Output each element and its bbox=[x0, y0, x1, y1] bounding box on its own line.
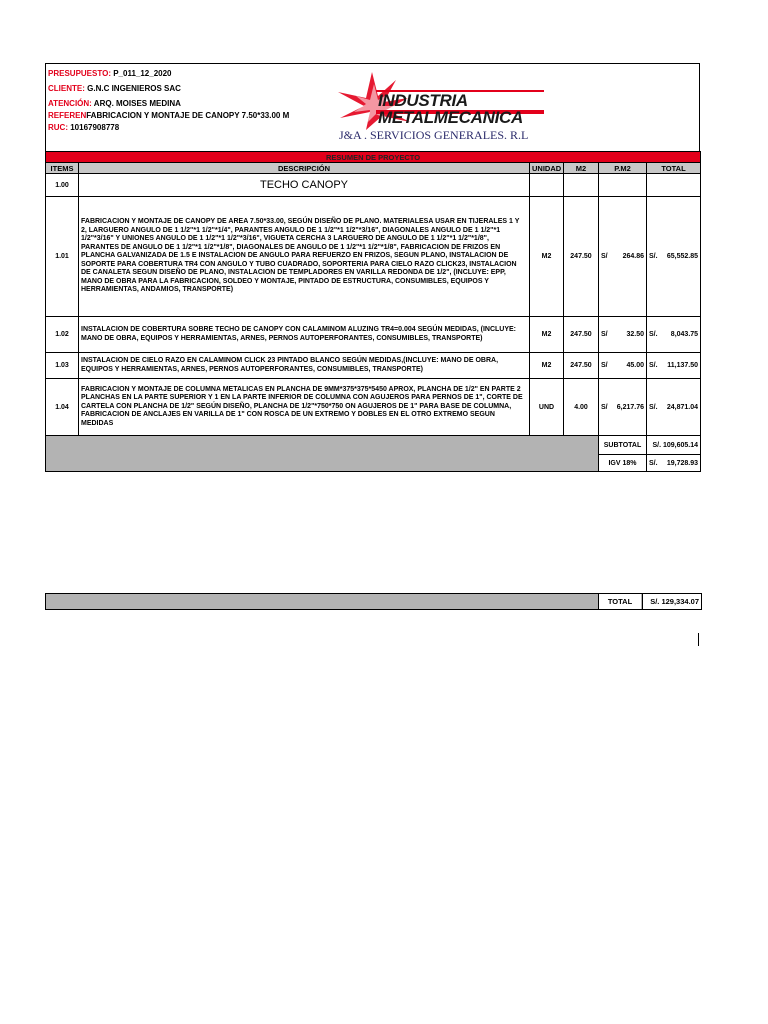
summary-band bbox=[46, 152, 701, 163]
igv-currency: S/. bbox=[649, 459, 658, 467]
row-description: FABRICACION Y MONTAJE DE COLUMNA METALICAS EN PLANCHA DE 9MM*375*375*5450 APROX, PLANCHA DE 1/2" EN PARTE 2 PLANCHAS EN LA PARTE SUPERIOR Y 1 EN LA PARTE INFERIOR DE COLUMNA CON AGUJEROS PARA PERNOS DE 1", CORTE DE CARTELA CON PLANCHA DE 1/2" SEGÚN DISEÑO, PLANCHA DE 1/2"*750*750 ON AGUJEROS DE 1" PARA BASE DE COLUMNA, FABRICACION DE ANCLAJES EN VARILLA DE 1" CON ROSCA DE UN EXTREMO Y DOBLES EN EL OTRO EXTREMO SEGUN MEDIDAS bbox=[79, 379, 530, 436]
row-description: FABRICACION Y MONTAJE DE CANOPY DE AREA 7.50*33.00, SEGÚN DISEÑO DE PLANO. MATERIALESA USAR EN TIJERALES 1 Y 2, LARGUERO ANGULO DE 1 1/2"*1 1/2"*1/4", PARANTES ANGULO DE 1 1/2"*1 1/2"*3/16", DIAGONALES ANGULO DE 1 1/2"*1 1/2"*3/16" Y UNIONES ANGULO DE 1 1/2"*1 1/2"*3/16", VIGUETA CERCHA 3 LARGUERO DE ANGULO DE 1 1/2"*1 1/2"*1/8", PARANTES DE ANGULO DE 1 1/2"*1 1/2"*1/8", DIAGONALES DE ANGULO DE 1 1/2"*1 1/2"*1/8", FABRICACION DE FRIZOS EN PLANCHA GALVANIZADA DE 1.5 E INSTALACION DE ANGULO PARA REFUERZO EN FRIZOS, SEGUN PLANO, INSTALACION DE SOPORTE PARA COBERTURA TR4 CON ANGULO Y TUBO CUADRADO, SOPORTERIA PARA CIELO RAZO CLICK23, INSTALACION DE CANALETA SEGUN DISEÑO DE PLANO, INSTALACION DE TEMPLADORES EN VARILLA REDONDA DE 1/2", (INCLUYE: EPP, MANO DE OBRA PARA LA FABRICACION, SOLDEO Y MONTAJE, PINTADO DE ESTRUCTURA, CONSUMIBLES, EQUIPOS Y HERRAMIENTAS, ANDAMIOS, TRANSPORTE) bbox=[79, 197, 530, 317]
row-m2: 247.50 bbox=[564, 197, 599, 317]
ruc-line bbox=[48, 123, 119, 133]
cliente-label: CLIENTE: bbox=[48, 84, 85, 93]
igv-cell bbox=[647, 455, 701, 472]
column-header-row bbox=[46, 163, 701, 174]
cliente-value: G.N.C INGENIEROS SAC bbox=[87, 84, 181, 93]
logo-line-2: METALMECANICA bbox=[378, 108, 523, 127]
referencia-line bbox=[48, 111, 289, 121]
row-total-currency: S/. bbox=[649, 331, 658, 338]
grand-total-value: S/. 129,334.07 bbox=[642, 594, 701, 609]
summary-band-title: RESUMEN DE PROYECTO bbox=[46, 152, 701, 163]
row-item: 1.02 bbox=[46, 317, 79, 353]
row-price-cell bbox=[599, 197, 647, 317]
igv-label: IGV 18% bbox=[599, 455, 647, 472]
ruc-label: RUC: bbox=[48, 123, 68, 132]
row-total-cell bbox=[647, 353, 701, 379]
col-pm2: P.M2 bbox=[599, 163, 647, 174]
logo-wordmark bbox=[378, 92, 523, 126]
presupuesto-label: PRESUPUESTO: bbox=[48, 69, 111, 78]
grand-total-bar bbox=[45, 593, 702, 610]
budget-table bbox=[45, 151, 701, 472]
presupuesto-value: P_011_12_2020 bbox=[113, 69, 172, 78]
row-m2: 247.50 bbox=[564, 353, 599, 379]
row-m2: 247.50 bbox=[564, 317, 599, 353]
row-price-cell bbox=[599, 353, 647, 379]
row-unit: UND bbox=[530, 379, 564, 436]
row-price-currency: S/ bbox=[601, 403, 608, 411]
row-price-currency: S/ bbox=[601, 362, 608, 369]
section-row bbox=[46, 174, 701, 197]
row-price-cell bbox=[599, 317, 647, 353]
referencia-value: FABRICACION Y MONTAJE DE CANOPY 7.50*33.00 M bbox=[86, 111, 290, 120]
subtotal-row bbox=[46, 436, 701, 455]
quote-header bbox=[45, 63, 700, 151]
row-total-currency: S/. bbox=[649, 253, 658, 260]
logo-subtitle: J&A . SERVICIOS GENERALES. R.L bbox=[339, 128, 529, 142]
summary-gray-area bbox=[46, 436, 599, 472]
grand-total-label: TOTAL bbox=[598, 594, 641, 609]
table-row bbox=[46, 317, 701, 353]
row-total: 11,137.50 bbox=[667, 362, 699, 369]
row-item: 1.03 bbox=[46, 353, 79, 379]
section-item: 1.00 bbox=[46, 174, 79, 197]
cliente-line bbox=[48, 84, 181, 94]
row-price: 264.86 bbox=[622, 253, 644, 260]
row-item: 1.04 bbox=[46, 379, 79, 436]
section-title: TECHO CANOPY bbox=[79, 174, 530, 197]
row-item: 1.01 bbox=[46, 197, 79, 317]
row-price: 32.50 bbox=[626, 331, 644, 338]
row-unit: M2 bbox=[530, 197, 564, 317]
row-description: INSTALACION DE COBERTURA SOBRE TECHO DE CANOPY CON CALAMINOM ALUZING TR4=0.004 SEGÚN MEDIDAS, (INCLUYE: MANO DE OBRA, EQUIPOS Y HERRAMIENTAS, ARNES, PERNOS AUTOPERFORANTES, CONSUMIBLES, TRANSPORTE) bbox=[79, 317, 530, 353]
atencion-value: ARQ. MOISES MEDINA bbox=[93, 99, 181, 108]
col-unidad: UNIDAD bbox=[530, 163, 564, 174]
row-total: 65,552.85 bbox=[666, 253, 699, 260]
subtotal-label: SUBTOTAL bbox=[599, 436, 647, 455]
col-items: ITEMS bbox=[46, 163, 79, 174]
row-m2: 4.00 bbox=[564, 379, 599, 436]
igv-value: 19,728.93 bbox=[666, 459, 699, 467]
referencia-label: REFEREN bbox=[48, 111, 87, 120]
subtotal-value: S/. 109,605.14 bbox=[647, 436, 701, 455]
row-price-currency: S/ bbox=[601, 253, 608, 260]
row-description: INSTALACION DE CIELO RAZO EN CALAMINOM CLICK 23 PINTADO BLANCO SEGÚN MEDIDAS,(INCLUYE: MANO DE OBRA, EQUIPOS Y HERRAMIENTAS, ARNES, PERNOS AUTOPERFORANTES, CONSUMIBLES, TRANSPORTE) bbox=[79, 353, 530, 379]
text-cursor bbox=[698, 633, 699, 646]
atencion-label: ATENCIÓN: bbox=[48, 99, 92, 108]
row-price-cell bbox=[599, 379, 647, 436]
table-row bbox=[46, 379, 701, 436]
col-m2: M2 bbox=[564, 163, 599, 174]
col-total: TOTAL bbox=[647, 163, 701, 174]
table-row bbox=[46, 353, 701, 379]
row-total: 8,043.75 bbox=[670, 331, 699, 338]
presupuesto-line bbox=[48, 69, 172, 79]
row-unit: M2 bbox=[530, 317, 564, 353]
logo-line-1: INDUSTRIA bbox=[378, 91, 468, 110]
row-price-currency: S/ bbox=[601, 331, 608, 338]
row-total-cell bbox=[647, 197, 701, 317]
table-row bbox=[46, 197, 701, 317]
ruc-value: 10167908778 bbox=[70, 123, 120, 132]
row-total-currency: S/. bbox=[649, 403, 658, 411]
atencion-line bbox=[48, 99, 181, 109]
row-total-cell bbox=[647, 379, 701, 436]
row-unit: M2 bbox=[530, 353, 564, 379]
col-descripcion: DESCRIPCIÓN bbox=[79, 163, 530, 174]
quotation-sheet bbox=[45, 63, 700, 472]
row-price: 45.00 bbox=[626, 362, 644, 369]
row-total-cell bbox=[647, 317, 701, 353]
company-logo bbox=[336, 70, 546, 146]
row-total-currency: S/. bbox=[649, 362, 658, 369]
row-total: 24,871.04 bbox=[666, 403, 699, 411]
row-price: 6,217.76 bbox=[616, 403, 644, 411]
